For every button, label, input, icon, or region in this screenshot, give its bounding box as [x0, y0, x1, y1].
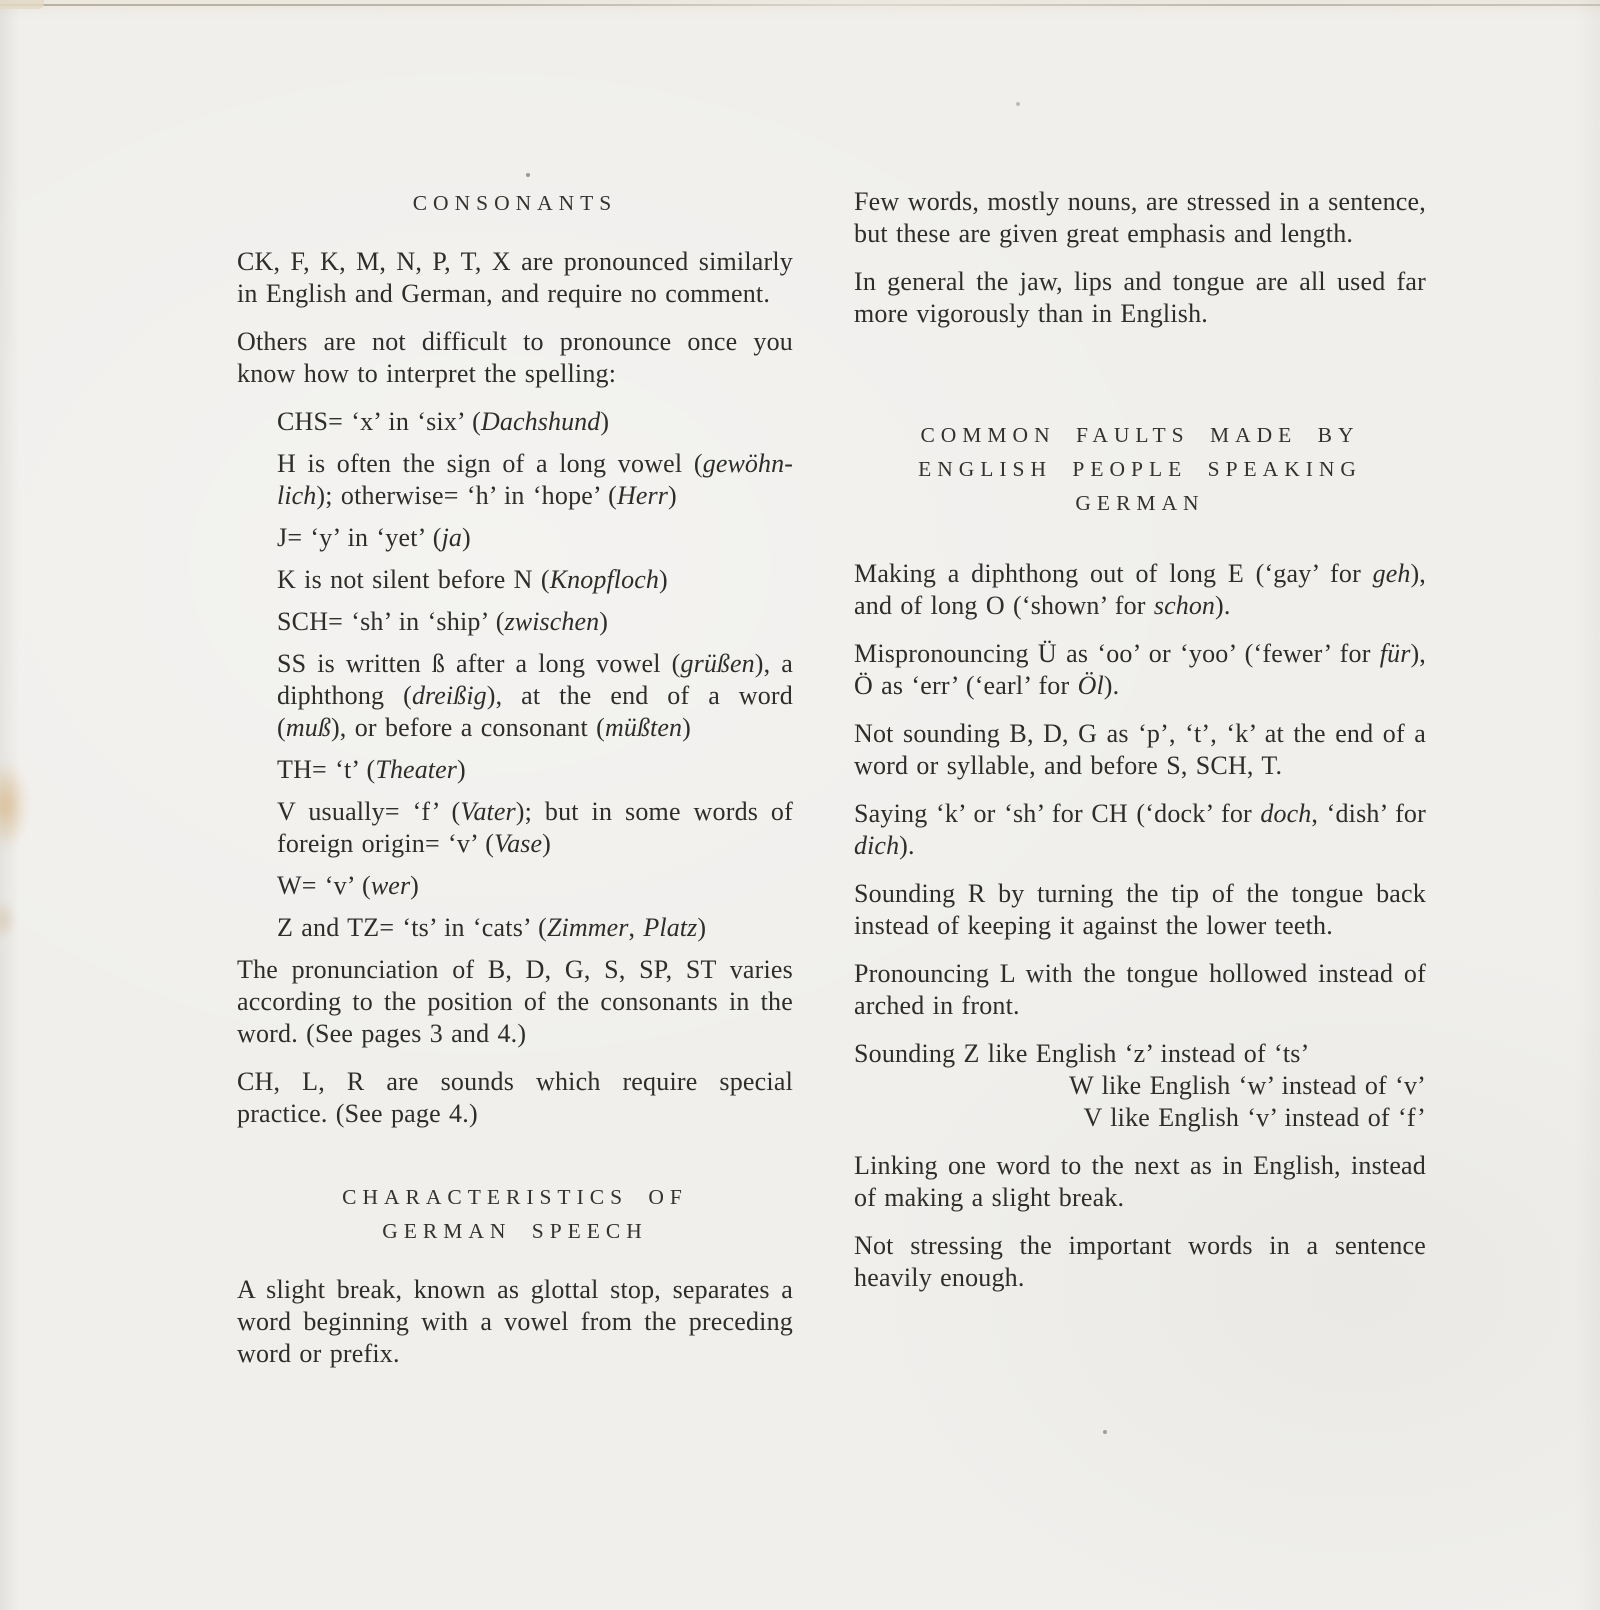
list-item: [277, 870, 793, 902]
heading-line: GERMAN SPEECH: [382, 1219, 648, 1243]
text-run: ): [599, 607, 609, 636]
text-run: Sounding R by turning the tip of the tongue back instead of keeping it against the lower teeth.: [854, 879, 1426, 940]
italic-text-run: Zimmer: [547, 913, 629, 942]
italic-text-run: Theater: [375, 755, 457, 784]
heading-line: CONSONANTS: [412, 191, 618, 215]
page-top-edge-line: [0, 4, 1600, 6]
text-run: Z and TZ= ‘ts’ in ‘cats’ (: [277, 913, 547, 942]
paragraph: [854, 958, 1426, 1022]
text-run: ), Ö as ‘err’ (‘earl’ for: [854, 639, 1426, 700]
italic-text-run: müßten: [604, 713, 683, 742]
italic-text-run: Platz: [643, 913, 698, 942]
text-run: Linking one word to the next as in English, instead of making a slight break.: [854, 1151, 1426, 1212]
italic-text-run: wer: [370, 871, 411, 900]
list-item: [277, 606, 793, 638]
text-run: W= ‘v’ (: [277, 871, 371, 900]
text-run: V like English ‘v’ instead of ‘f’: [1083, 1103, 1426, 1132]
text-run: ): [462, 523, 471, 552]
text-run: ): [542, 829, 552, 858]
text-run: Making a diphthong out of long E (‘gay’ for: [854, 559, 1373, 588]
text-run: ), or before a consonant (: [330, 713, 605, 742]
list-item: [277, 564, 793, 596]
italic-text-run: zwischen: [504, 607, 600, 636]
italic-text-run: Herr: [617, 481, 668, 510]
text-run: ), a diphthong (: [277, 649, 793, 710]
list-item: [277, 796, 793, 860]
text-run: The pronunciation of B, D, G, S, SP, ST varies according to the position of the consonants in the word. (See pages 3 and 4.): [237, 955, 793, 1048]
italic-text-run: Dachshund: [481, 407, 601, 436]
text-run: CH, L, R are sounds which require special practice. (See page 4.): [237, 1067, 793, 1128]
italic-text-run: doch: [1260, 799, 1312, 828]
list-item: [277, 912, 793, 944]
text-run: H is often the sign of a long vowel (: [277, 449, 703, 478]
paragraph: [237, 326, 793, 390]
text-run: Saying ‘k’ or ‘sh’ for CH (‘dock’ for: [854, 799, 1261, 828]
heading-line: COMMON FAULTS MADE BY: [920, 423, 1360, 447]
italic-text-run: Öl: [1077, 671, 1104, 700]
text-run: In general the jaw, lips and tongue are all used far more vigorously than in English.: [854, 267, 1426, 328]
paragraph: [854, 1230, 1426, 1294]
text-run: SS is written ß after a long vowel (: [277, 649, 681, 678]
text-run: ): [600, 407, 610, 436]
text-run: Mispronouncing Ü as ‘oo’ or ‘yoo’ (‘fewer’ for: [854, 639, 1380, 668]
text-run: ).: [899, 831, 915, 860]
paragraph: [854, 266, 1426, 330]
italic-text-run: Vase: [494, 829, 543, 858]
italic-text-run: muß: [285, 713, 331, 742]
text-run: CHS= ‘x’ in ‘six’ (: [277, 407, 482, 436]
italic-text-run: für: [1379, 639, 1411, 668]
text-run: , ‘dish’ for: [1311, 799, 1426, 828]
text-run: Sounding Z like English ‘z’ instead of ‘ts’: [854, 1039, 1310, 1068]
heading: [854, 418, 1426, 520]
text-run: ), at the end of a word (: [277, 681, 793, 742]
list-item: [277, 406, 793, 438]
text-run: A slight break, known as glottal stop, separates a word beginning with a vowel from the preceding word or prefix.: [237, 1275, 793, 1368]
italic-text-run: ja: [441, 523, 463, 552]
right-column: [854, 186, 1426, 1310]
paragraph: [854, 186, 1426, 250]
text-run: ): [658, 565, 668, 594]
paragraph: [237, 1274, 793, 1370]
text-run: ): [410, 871, 420, 900]
paragraph: [854, 1150, 1426, 1214]
list-item: [277, 754, 793, 786]
paragraph: [237, 246, 793, 310]
aligned-lines: [854, 1038, 1426, 1134]
text-run: Few words, mostly nouns, are stressed in a sentence, but these are given great emphasis and length.: [854, 187, 1426, 248]
paragraph: [854, 558, 1426, 622]
aligned-line: [854, 1070, 1426, 1102]
list-item: [277, 522, 793, 554]
text-run: ); otherwise= ‘h’ in ‘hope’ (: [316, 481, 618, 510]
text-run: ,: [628, 913, 644, 942]
paragraph: [854, 638, 1426, 702]
paragraph: [237, 1066, 793, 1130]
heading-line: CHARACTERISTICS OF: [342, 1185, 688, 1209]
text-run: Not sounding B, D, G as ‘p’, ‘t’, ‘k’ at the end of a word or syllable, and before S, SCH, T.: [854, 719, 1426, 780]
text-run: Pronouncing L with the tongue hollowed instead of arched in front.: [854, 959, 1426, 1020]
text-run: K is not silent before N (: [277, 565, 550, 594]
italic-text-run: dich: [854, 831, 900, 860]
list-item: [277, 648, 793, 744]
paper-specks: [0, 0, 2, 2]
paragraph: [237, 954, 793, 1050]
text-run: ); but in some words of foreign origin= ‘v’ (: [277, 797, 793, 858]
text-run: ): [682, 713, 691, 742]
text-run: ), and of long O (‘shown’ for: [854, 559, 1426, 620]
text-run: ).: [1103, 671, 1120, 700]
text-run: CK, F, K, M, N, P, T, X are pronounced similarly in English and German, and require no comment.: [237, 247, 793, 308]
italic-text-run: schon: [1153, 591, 1216, 620]
paragraph: [854, 878, 1426, 942]
text-run: ): [456, 755, 466, 784]
text-run: W like English ‘w’ instead of ‘v’: [1069, 1071, 1426, 1100]
text-run: V usually= ‘f’ (: [277, 797, 461, 826]
italic-text-run: dreißig: [411, 681, 487, 710]
text-run: Not stressing the important words in a sentence heavily enough.: [854, 1231, 1426, 1292]
text-run: Others are not difficult to pronounce once you know how to interpret the spelling:: [237, 327, 793, 388]
aligned-line: [854, 1038, 1426, 1070]
page-corner-shading: [0, 0, 44, 9]
italic-text-run: gewöhn-lich: [277, 449, 793, 510]
heading: [237, 186, 793, 220]
text-run: TH= ‘t’ (: [277, 755, 376, 784]
paper-stain: [0, 760, 28, 850]
left-column: [237, 186, 793, 1386]
aligned-line: [854, 1102, 1426, 1134]
list-item: [277, 448, 793, 512]
italic-text-run: Vater: [460, 797, 516, 826]
paragraph: [854, 718, 1426, 782]
italic-text-run: geh: [1372, 559, 1411, 588]
italic-text-run: grüßen: [680, 649, 755, 678]
paragraph: [854, 798, 1426, 862]
text-run: ).: [1215, 591, 1231, 620]
heading: [237, 1180, 793, 1248]
heading-line: ENGLISH PEOPLE SPEAKING GERMAN: [918, 457, 1362, 515]
paper-stain-small: [0, 900, 16, 940]
text-run: ): [697, 913, 707, 942]
italic-text-run: Knopfloch: [549, 565, 659, 594]
text-run: ): [667, 481, 677, 510]
text-run: SCH= ‘sh’ in ‘ship’ (: [277, 607, 505, 636]
text-run: J= ‘y’ in ‘yet’ (: [277, 523, 442, 552]
